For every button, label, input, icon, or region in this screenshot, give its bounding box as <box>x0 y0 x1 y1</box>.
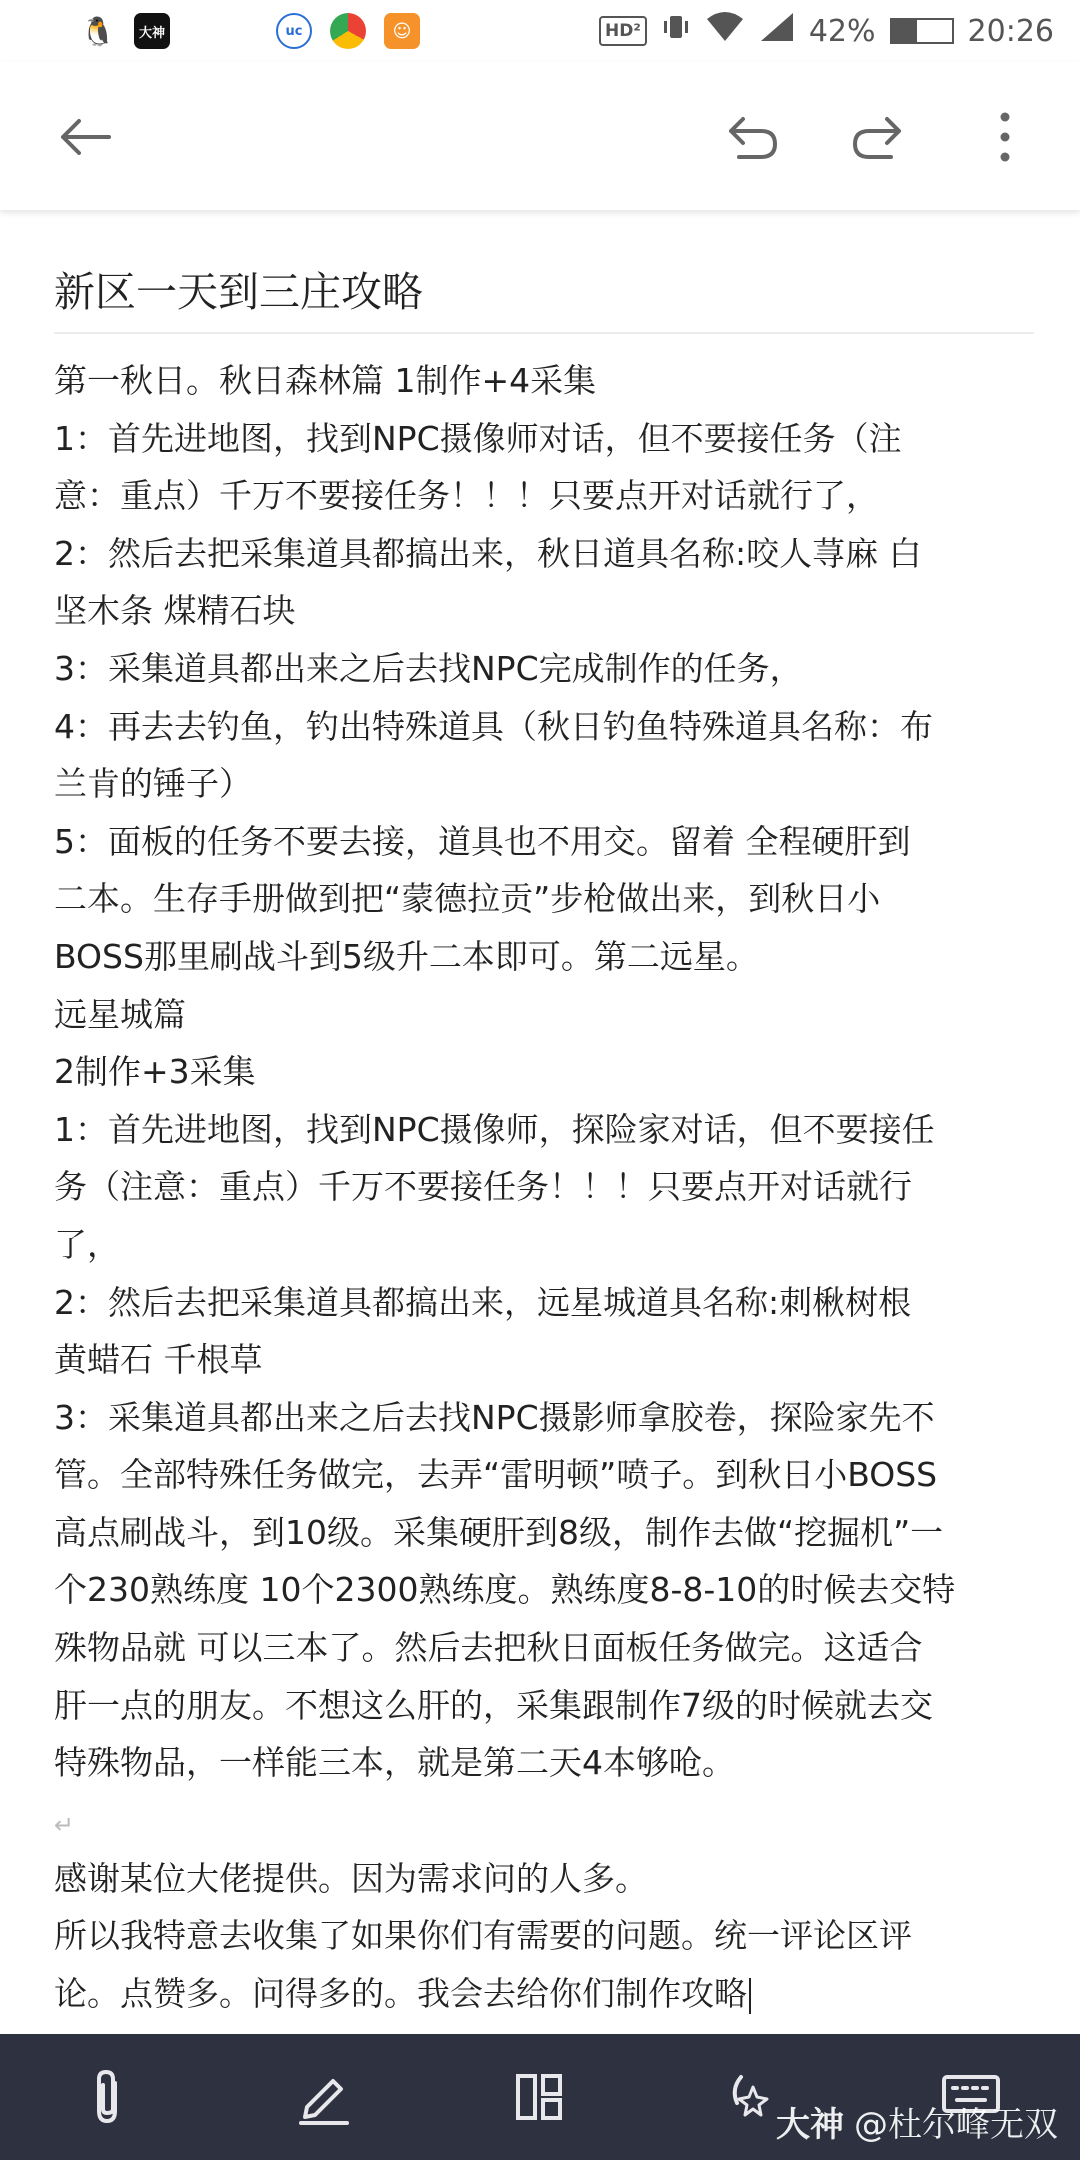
last-line-text[interactable]: 论。点赞多。问得多的。我会去给你们制作攻略 <box>54 1974 747 2014</box>
text-line[interactable]: 2：然后去把采集道具都搞出来，远星城道具名称:刺楸树根 <box>54 1282 912 1322</box>
clock: 20:26 <box>967 13 1054 49</box>
chrome-icon <box>330 13 366 49</box>
signal-icon <box>759 11 795 51</box>
text-line[interactable]: 管。全部特殊任务做完，去弄“雷明顿”喷子。到秋日小BOSS <box>54 1455 938 1495</box>
text-line[interactable]: 1：首先进地图，找到NPC摄像师对话，但不要接任务（注 <box>54 418 902 458</box>
text-line[interactable]: 2制作+3采集 <box>54 1052 256 1092</box>
more-vertical-icon[interactable] <box>970 102 1040 172</box>
text-line[interactable]: 5：面板的任务不要去接，道具也不用交。留着 全程硬肝到 <box>54 821 911 861</box>
edit-pen-icon[interactable] <box>286 2060 360 2134</box>
watermark-logo: 大神 <box>776 2105 844 2145</box>
document-body[interactable] <box>54 352 1034 2023</box>
text-line[interactable]: 3：采集道具都出来之后去找NPC摄影师拿胶卷，探险家先不 <box>54 1397 935 1437</box>
editor-toolbar <box>0 62 1080 210</box>
text-caret <box>749 1978 751 2014</box>
layout-icon[interactable] <box>502 2060 576 2134</box>
paragraph-mark: ↵ <box>54 1810 75 1839</box>
dashen-icon: 大神 <box>134 13 170 49</box>
text-line[interactable]: 第一秋日。秋日森林篇 1制作+4采集 <box>54 361 597 400</box>
redo-icon[interactable] <box>842 102 912 172</box>
text-line[interactable]: 2：然后去把采集道具都搞出来，秋日道具名称:咬人荨麻 白 <box>54 533 922 573</box>
watermark-user: @杜尔峰无双 <box>854 2105 1058 2145</box>
battery-percent: 42% <box>808 13 876 49</box>
vibrate-icon <box>661 12 691 50</box>
uc-browser-icon: uc <box>276 13 312 49</box>
watermark <box>776 2097 1058 2146</box>
text-line[interactable]: 坚木条 煤精石块 <box>54 591 296 631</box>
text-line[interactable]: 高点刷战斗，到10级。采集硬肝到8级，制作去做“挖掘机”一 <box>54 1512 944 1552</box>
bottom-toolbar <box>0 2034 1080 2160</box>
text-line[interactable]: 务（注意：重点）千万不要接任务！！！只要点开对话就行 <box>54 1167 912 1207</box>
back-arrow-icon[interactable] <box>50 102 120 172</box>
document-editor[interactable] <box>54 210 1034 2023</box>
text-line[interactable]: 特殊物品，一样能三本，就是第二天4本够呛。 <box>54 1743 735 1783</box>
orange-app-icon: ☺ <box>384 13 420 49</box>
text-line[interactable]: 兰肯的锤子） <box>54 764 252 804</box>
text-line[interactable]: 二本。生存手册做到把“蒙德拉贡”步枪做出来，到秋日小 <box>54 879 881 919</box>
battery-icon <box>890 18 954 44</box>
text-line[interactable]: 远星城篇 <box>54 994 186 1034</box>
text-line[interactable]: BOSS那里刷战斗到5级升二本即可。第二远星。 <box>54 936 759 976</box>
qq-icon: 🐧 <box>80 14 116 48</box>
text-line[interactable]: 个230熟练度 10个2300熟练度。熟练度8-8-10的时候去交特 <box>54 1570 956 1610</box>
text-line[interactable]: 黄蜡石 千根草 <box>54 1340 263 1380</box>
text-line-last[interactable] <box>54 1965 1034 2023</box>
text-line[interactable]: 感谢某位大佬提供。因为需求问的人多。 <box>54 1858 648 1898</box>
text-line[interactable]: 3：采集道具都出来之后去找NPC完成制作的任务， <box>54 648 803 688</box>
document-title[interactable]: 新区一天到三庄攻略 <box>54 210 1034 334</box>
text-line[interactable]: 所以我特意去收集了如果你们有需要的问题。统一评论区评 <box>54 1916 912 1956</box>
wifi-icon <box>705 11 745 51</box>
attach-icon[interactable] <box>70 2060 144 2134</box>
text-line[interactable]: 意：重点）千万不要接任务！！！只要点开对话就行了， <box>54 476 879 516</box>
text-line[interactable]: 1：首先进地图，找到NPC摄像师，探险家对话，但不要接任 <box>54 1109 935 1149</box>
text-line[interactable]: 4：再去去钓鱼，钓出特殊道具（秋日钓鱼特殊道具名称：布 <box>54 706 933 746</box>
text-line[interactable]: 殊物品就 可以三本了。然后去把秋日面板任务做完。这适合 <box>54 1628 923 1668</box>
undo-icon[interactable] <box>718 102 788 172</box>
text-line[interactable]: 肝一点的朋友。不想这么肝的，采集跟制作7级的时候就去交 <box>54 1685 933 1725</box>
text-line[interactable]: 了， <box>54 1224 120 1264</box>
hd-badge: HD² <box>599 16 647 46</box>
status-bar <box>0 0 1080 62</box>
